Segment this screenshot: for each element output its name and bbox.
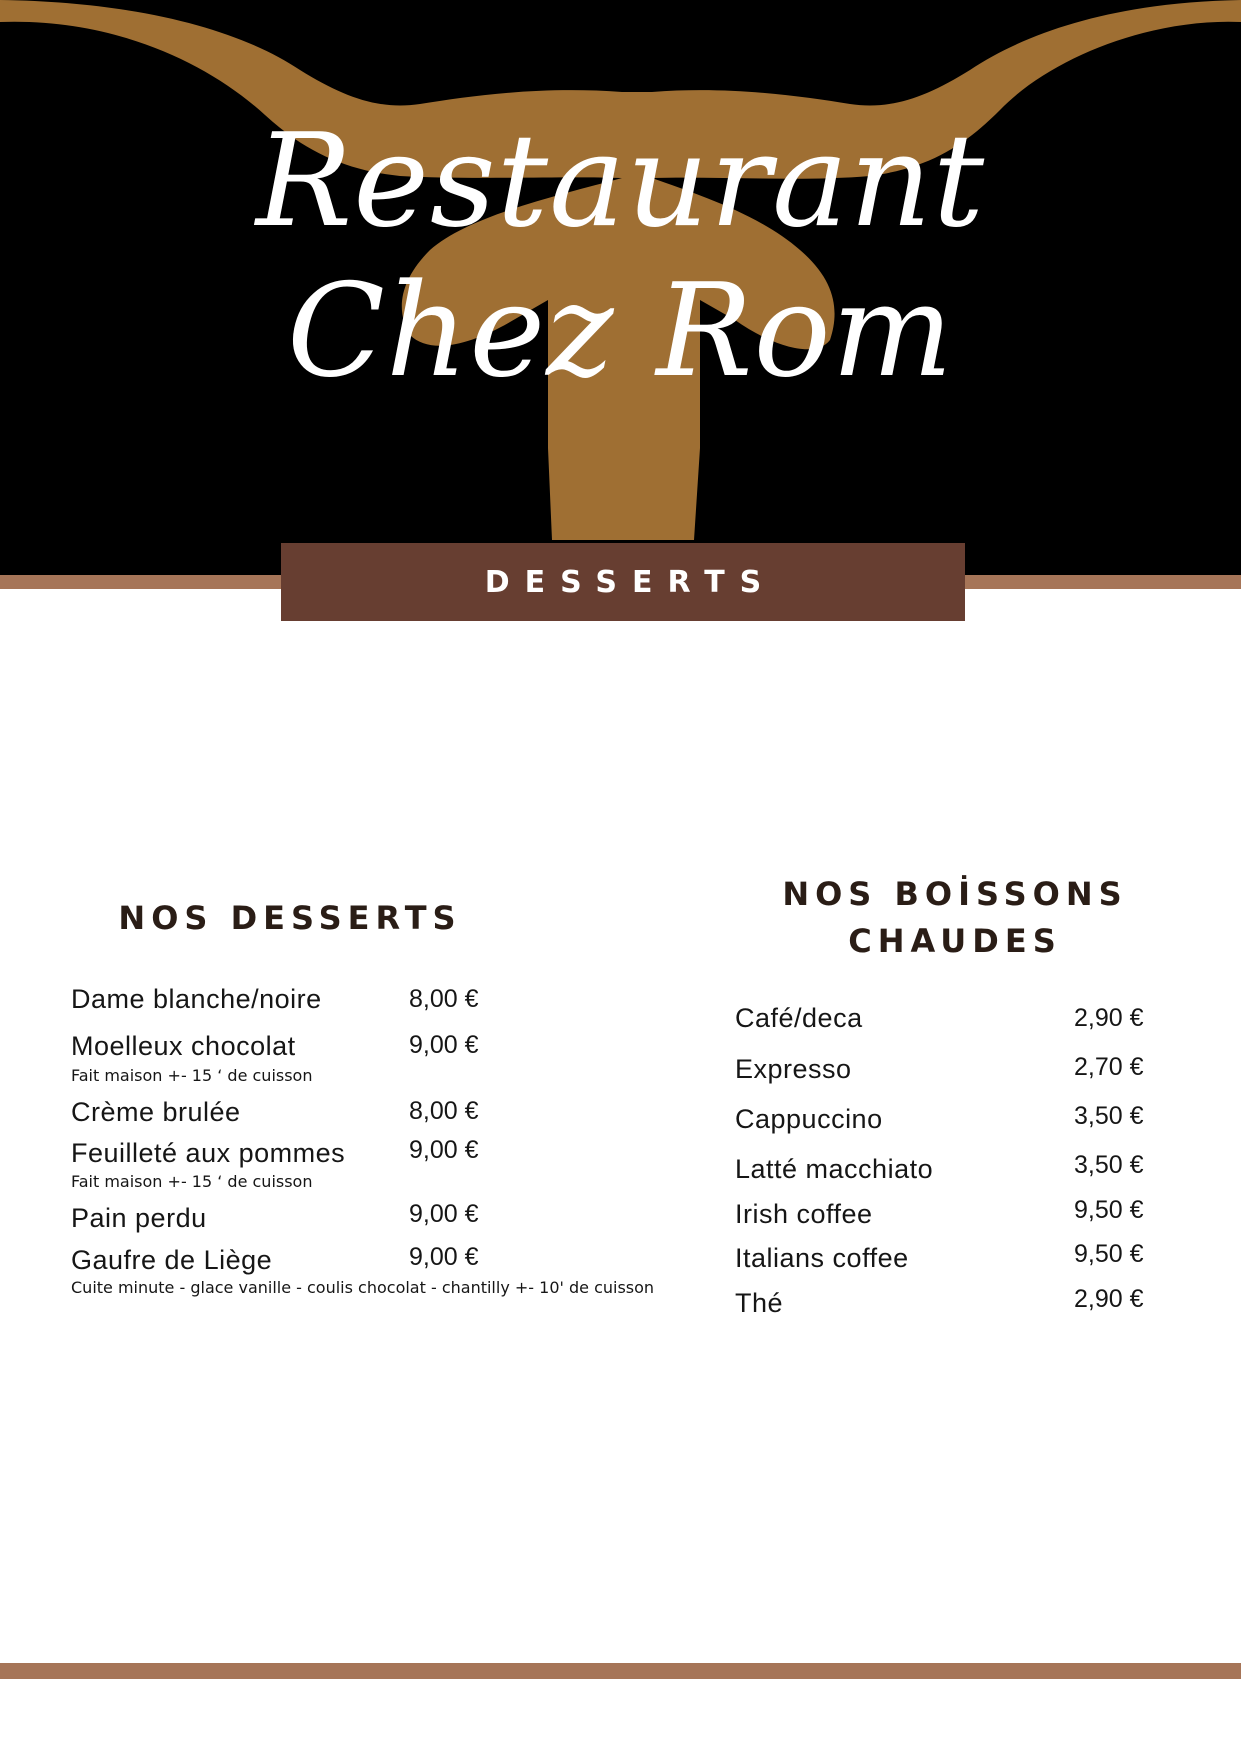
desserts-heading: NOS DESSERTS: [118, 899, 462, 937]
drink-item-price: 3,50 €: [1074, 1102, 1144, 1130]
section-label: DESSERTS: [484, 564, 777, 600]
drink-item-name: Expresso: [735, 1054, 852, 1084]
drink-item-price: 2,90 €: [1074, 1004, 1144, 1032]
dessert-item-name: Moelleux chocolat: [71, 1031, 296, 1061]
drink-item-price: 2,90 €: [1074, 1285, 1144, 1313]
dessert-item-name: Feuilleté aux pommes: [71, 1138, 346, 1168]
footer-band: [0, 1663, 1241, 1679]
drinks-heading-line2: CHAUDES: [848, 922, 1062, 960]
drink-item-name: Latté macchiato: [735, 1154, 934, 1184]
dessert-item-price: 9,00 €: [409, 1136, 479, 1164]
dessert-item-price: 9,00 €: [409, 1243, 479, 1271]
dessert-item-name: Dame blanche/noire: [71, 984, 322, 1014]
drink-item-name: Café/deca: [735, 1003, 863, 1033]
dessert-item-note: Fait maison +- 15 ‘ de cuisson: [71, 1066, 313, 1085]
drinks-heading-line1: NOS BOİSSONS: [782, 875, 1128, 913]
header-banner: [0, 0, 1241, 575]
dessert-item-price: 9,00 €: [409, 1031, 479, 1059]
dessert-item-price: 8,00 €: [409, 1097, 479, 1125]
dessert-item-name: Gaufre de Liège: [71, 1245, 273, 1275]
drink-item-price: 9,50 €: [1074, 1196, 1144, 1224]
drink-item-price: 3,50 €: [1074, 1151, 1144, 1179]
section-label-box: [281, 543, 965, 621]
drink-item-price: 9,50 €: [1074, 1240, 1144, 1268]
drink-item-name: Italians coffee: [735, 1243, 909, 1273]
restaurant-title-line1: Restaurant: [255, 107, 986, 256]
drink-item-price: 2,70 €: [1074, 1053, 1144, 1081]
dessert-item-price: 8,00 €: [409, 985, 479, 1013]
dessert-item-name: Crème brulée: [71, 1097, 241, 1127]
dessert-item-name: Pain perdu: [71, 1203, 207, 1233]
drink-item-name: Irish coffee: [735, 1199, 873, 1229]
dessert-item-note: Cuite minute - glace vanille - coulis chocolat - chantilly +- 10' de cuisson: [71, 1278, 655, 1297]
dessert-item-note: Fait maison +- 15 ‘ de cuisson: [71, 1172, 313, 1191]
dessert-item-price: 9,00 €: [409, 1200, 479, 1228]
drinks-heading: [730, 871, 1180, 965]
drink-item-name: Cappuccino: [735, 1104, 883, 1134]
restaurant-title-line2: Chez Rom: [286, 257, 955, 406]
drink-item-name: Thé: [735, 1288, 784, 1318]
